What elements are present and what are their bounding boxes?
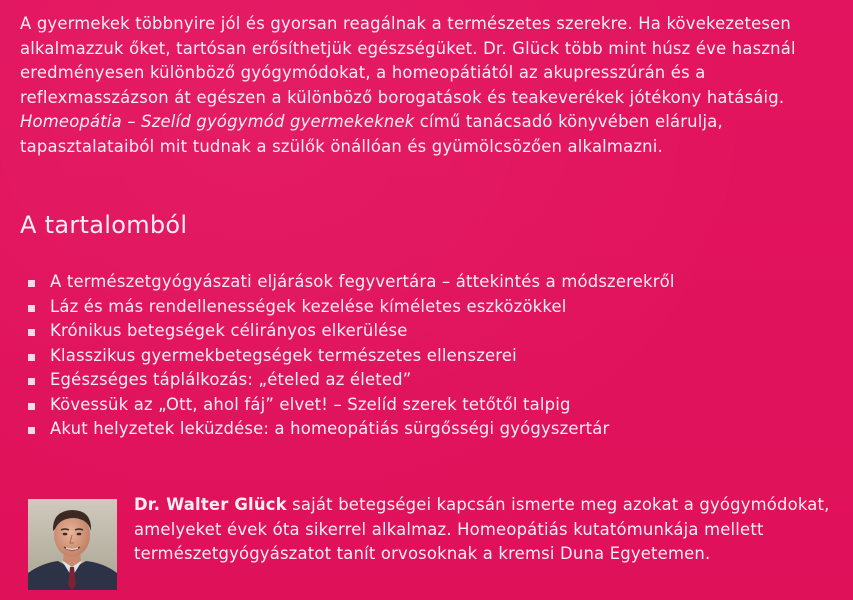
list-item bbox=[28, 344, 838, 369]
author-photo bbox=[28, 499, 117, 590]
intro-text-part1: A gyermekek többnyire jól és gyorsan reagálnak a természetes szerekre. Ha kövekezetesen alkalmazzuk őket, tartósan erősíthetjük egészségüket. Dr. Glück több mint húsz éve használ eredményesen különböző gyógymódokat, a homeopátiától az akupresszúrán és a reflexmasszázson át egészen a különböző borogatások és teakeverékek jótékony hatásáig. bbox=[20, 14, 796, 107]
square-bullet-icon bbox=[28, 280, 35, 287]
list-item-text: Egészséges táplálkozás: „ételed az életed” bbox=[50, 370, 412, 389]
list-item-text: Krónikus betegségek célirányos elkerülése bbox=[50, 321, 408, 340]
list-item bbox=[28, 319, 838, 344]
intro-paragraph bbox=[20, 12, 828, 159]
author-bio-text: saját betegségei kapcsán ismerte meg azokat a gyógymódokat, amelyeket évek óta sikerrel alkalmaz. Homeopátiás kutatómunkája mellett természetgyógyászatot tanít orvosoknak a kremsi Duna Egyetemen. bbox=[134, 495, 830, 563]
list-item bbox=[28, 417, 838, 442]
author-portrait-icon bbox=[28, 499, 117, 590]
intro-text-part2: című tanácsadó könyvében elárulja, tapasztalataiból mit tudnak a szülők önállóan és gyümölcsözően alkalmazni. bbox=[20, 112, 723, 156]
list-item bbox=[28, 270, 838, 295]
list-item-text: Akut helyzetek leküzdése: a homeopátiás sürgősségi gyógyszertár bbox=[50, 419, 610, 438]
square-bullet-icon bbox=[28, 329, 35, 336]
square-bullet-icon bbox=[28, 354, 35, 361]
contents-heading: A tartalomból bbox=[20, 211, 188, 239]
square-bullet-icon bbox=[28, 378, 35, 385]
list-item bbox=[28, 393, 838, 418]
square-bullet-icon bbox=[28, 427, 35, 434]
list-item bbox=[28, 368, 838, 393]
list-item-text: Kövessük az „Ott, ahol fáj” elvet! – Szelíd szerek tetőtől talpig bbox=[50, 394, 571, 414]
list-item bbox=[28, 295, 838, 320]
author-bio bbox=[134, 493, 830, 567]
book-title: Homeopátia – Szelíd gyógymód gyermekeknek bbox=[20, 112, 415, 131]
author-name: Dr. Walter Glück bbox=[134, 495, 287, 514]
list-item-text: A természetgyógyászati eljárások fegyvertára – áttekintés a módszerekről bbox=[50, 272, 675, 291]
square-bullet-icon bbox=[28, 305, 35, 312]
list-item-text: Láz és más rendellenességek kezelése kíméletes eszközökkel bbox=[50, 296, 567, 316]
square-bullet-icon bbox=[28, 403, 35, 410]
list-item-text: Klasszikus gyermekbetegségek természetes ellenszerei bbox=[50, 345, 517, 365]
contents-list bbox=[28, 270, 838, 442]
